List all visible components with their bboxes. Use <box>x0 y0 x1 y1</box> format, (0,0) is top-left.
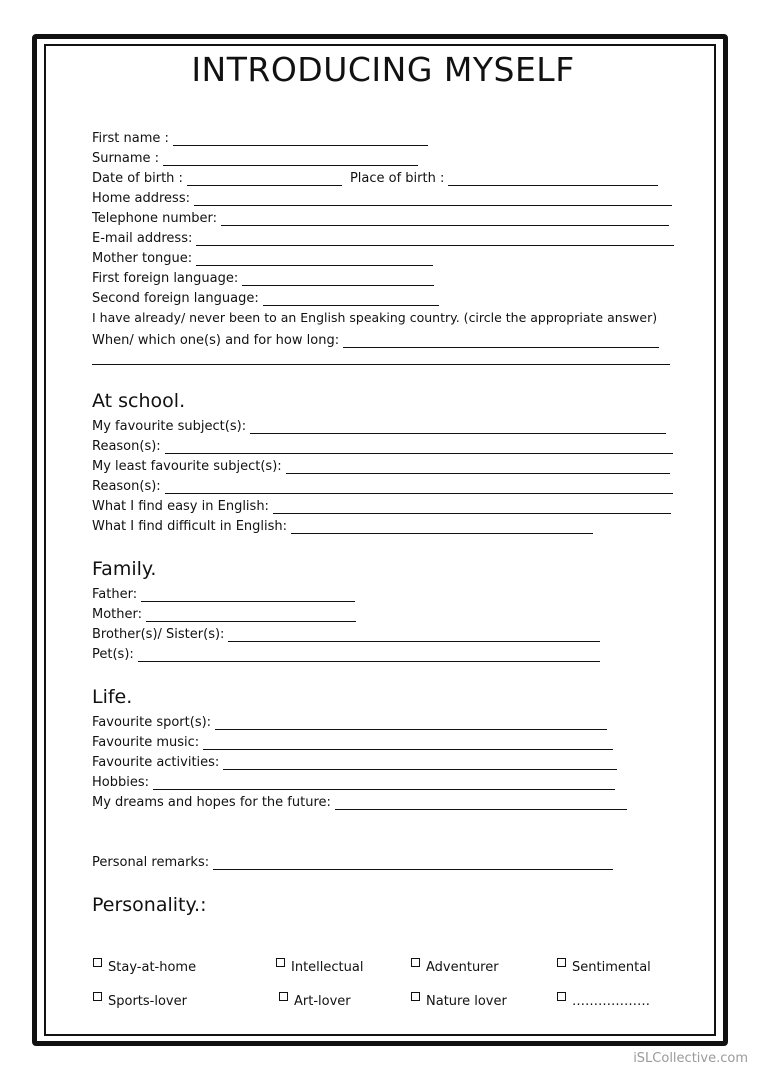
option-label: Stay-at-home <box>108 960 197 975</box>
hobbies-row <box>92 770 615 790</box>
option-label: Adventurer <box>426 960 499 975</box>
place-of-birth-label: Place of birth : <box>349 171 445 186</box>
sport-label: Favourite sport(s): <box>92 715 212 730</box>
personality-heading: Personality.: <box>92 894 207 916</box>
page-title: INTRODUCING MYSELF <box>191 50 575 89</box>
mother-tongue-line[interactable] <box>196 251 433 266</box>
least-favourite-row <box>92 454 670 474</box>
option-art-lover[interactable] <box>279 994 351 1009</box>
siblings-label: Brother(s)/ Sister(s): <box>92 627 225 642</box>
second-foreign-line[interactable] <box>263 291 439 306</box>
first-name-line[interactable] <box>173 131 428 146</box>
option-label: Nature lover <box>426 994 507 1009</box>
telephone-line[interactable] <box>221 211 669 226</box>
family-heading: Family. <box>92 558 157 580</box>
first-foreign-label: First foreign language: <box>92 271 239 286</box>
checkbox-icon[interactable] <box>276 958 285 967</box>
watermark: iSLCollective.com <box>633 1051 748 1066</box>
second-foreign-label: Second foreign language: <box>92 291 259 306</box>
father-row <box>92 582 355 602</box>
option-label: Sentimental <box>572 960 651 975</box>
surname-label: Surname : <box>92 151 159 166</box>
checkbox-icon[interactable] <box>93 992 102 1001</box>
pets-label: Pet(s): <box>92 647 134 662</box>
telephone-label: Telephone number: <box>92 211 218 226</box>
dreams-line[interactable] <box>335 795 627 810</box>
extra-line[interactable] <box>92 364 670 365</box>
checkbox-icon[interactable] <box>557 958 566 967</box>
difficult-label: What I find difficult in English: <box>92 519 288 534</box>
option-stay-at-home[interactable] <box>93 960 196 975</box>
checkbox-icon[interactable] <box>411 992 420 1001</box>
when-which-row <box>92 328 659 348</box>
father-label: Father: <box>92 587 138 602</box>
easy-label: What I find easy in English: <box>92 499 269 514</box>
mother-row <box>92 602 356 622</box>
first-name-label: First name : <box>92 131 169 146</box>
email-label: E-mail address: <box>92 231 193 246</box>
pets-row <box>92 642 600 662</box>
reason2-line[interactable] <box>165 479 673 494</box>
activities-line[interactable] <box>223 755 617 770</box>
reason2-label: Reason(s): <box>92 479 161 494</box>
first-foreign-row <box>92 266 434 286</box>
surname-line[interactable] <box>163 151 418 166</box>
option-nature-lover[interactable] <box>411 994 507 1009</box>
mother-line[interactable] <box>146 607 356 622</box>
option-other[interactable] <box>557 994 650 1009</box>
hobbies-line[interactable] <box>153 775 615 790</box>
life-heading: Life. <box>92 686 133 708</box>
favourite-subject-label: My favourite subject(s): <box>92 419 247 434</box>
option-label: Intellectual <box>291 960 364 975</box>
date-of-birth-line[interactable] <box>187 171 342 186</box>
music-row <box>92 730 613 750</box>
favourite-subject-line[interactable] <box>250 419 666 434</box>
siblings-line[interactable] <box>228 627 600 642</box>
option-sentimental[interactable] <box>557 960 651 975</box>
option-intellectual[interactable] <box>276 960 363 975</box>
activities-label: Favourite activities: <box>92 755 220 770</box>
checkbox-icon[interactable] <box>93 958 102 967</box>
checkbox-icon[interactable] <box>279 992 288 1001</box>
reason2-row <box>92 474 673 494</box>
least-favourite-label: My least favourite subject(s): <box>92 459 282 474</box>
when-which-label: When/ which one(s) and for how long: <box>92 333 340 348</box>
hobbies-label: Hobbies: <box>92 775 149 790</box>
checkbox-icon[interactable] <box>557 992 566 1001</box>
option-sports-lover[interactable] <box>93 994 187 1009</box>
surname-row <box>92 146 418 166</box>
pets-line[interactable] <box>138 647 600 662</box>
email-line[interactable] <box>196 231 674 246</box>
remarks-line[interactable] <box>213 855 613 870</box>
telephone-row <box>92 206 669 226</box>
difficult-row <box>92 514 593 534</box>
favourite-subject-row <box>92 414 666 434</box>
siblings-row <box>92 622 600 642</box>
school-heading: At school. <box>92 390 186 412</box>
first-foreign-line[interactable] <box>242 271 434 286</box>
second-foreign-row <box>92 286 439 306</box>
checkbox-icon[interactable] <box>411 958 420 967</box>
music-label: Favourite music: <box>92 735 200 750</box>
remarks-row <box>92 850 613 870</box>
dreams-label: My dreams and hopes for the future: <box>92 795 331 810</box>
remarks-label: Personal remarks: <box>92 855 210 870</box>
easy-row <box>92 494 671 514</box>
email-row <box>92 226 674 246</box>
been-to-text: I have already/ never been to an English speaking country. (circle the appropriate answer) <box>92 310 658 325</box>
reason1-row <box>92 434 673 454</box>
mother-label: Mother: <box>92 607 143 622</box>
reason1-label: Reason(s): <box>92 439 161 454</box>
option-label: ……………… <box>572 994 650 1009</box>
difficult-line[interactable] <box>291 519 593 534</box>
option-label: Art-lover <box>294 994 351 1009</box>
dreams-row <box>92 790 627 810</box>
place-of-birth-line[interactable] <box>448 171 658 186</box>
birth-row <box>92 166 658 186</box>
father-line[interactable] <box>141 587 355 602</box>
sport-line[interactable] <box>215 715 607 730</box>
mother-tongue-label: Mother tongue: <box>92 251 193 266</box>
first-name-row <box>92 126 428 146</box>
option-adventurer[interactable] <box>411 960 499 975</box>
home-address-label: Home address: <box>92 191 190 206</box>
music-line[interactable] <box>203 735 613 750</box>
home-address-row <box>92 186 672 206</box>
option-label: Sports-lover <box>108 994 187 1009</box>
reason1-line[interactable] <box>165 439 673 454</box>
activities-row <box>92 750 617 770</box>
date-of-birth-label: Date of birth : <box>92 171 183 186</box>
mother-tongue-row <box>92 246 433 266</box>
when-which-line[interactable] <box>343 333 659 348</box>
least-favourite-line[interactable] <box>286 459 670 474</box>
home-address-line[interactable] <box>194 191 672 206</box>
easy-line[interactable] <box>273 499 671 514</box>
sport-row <box>92 710 607 730</box>
